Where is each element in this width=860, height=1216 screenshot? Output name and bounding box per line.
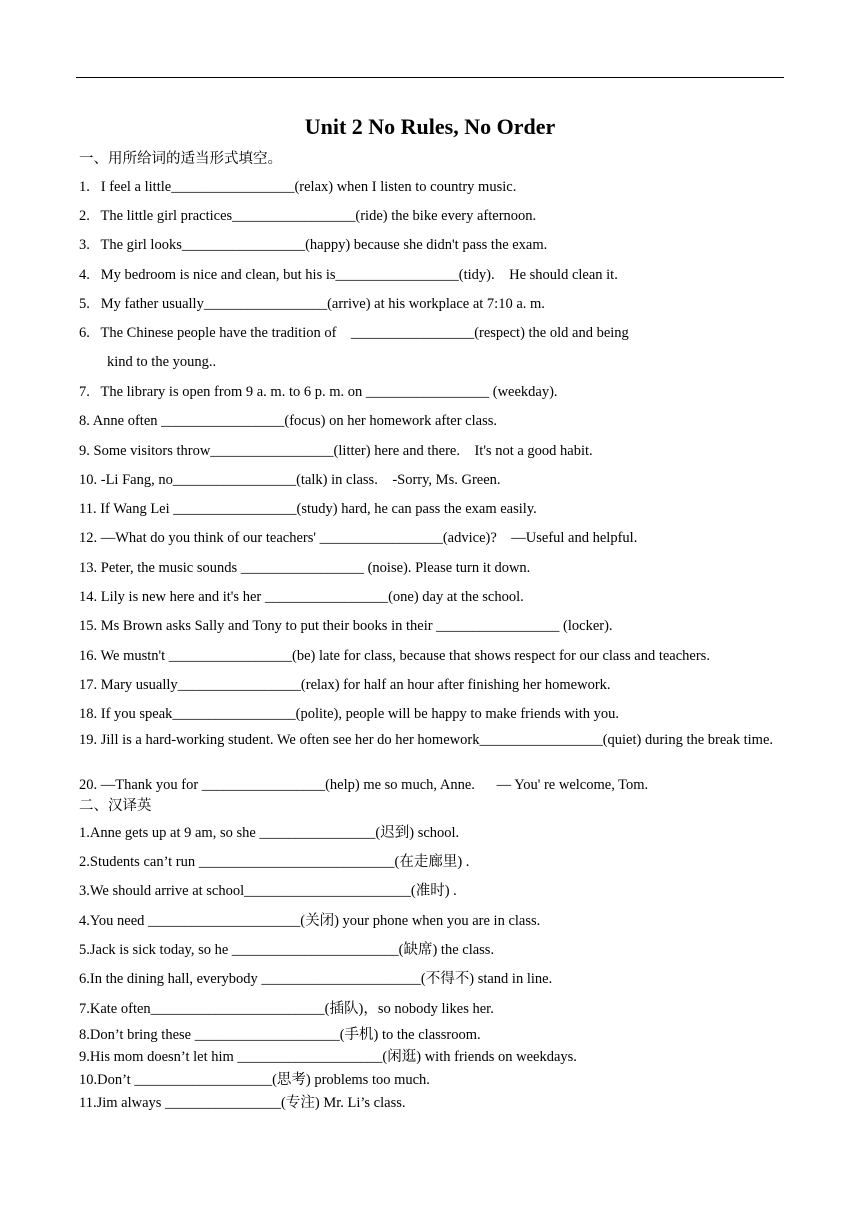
exercise-item-8: 8. Anne often _________________(focus) on her homework after class.: [79, 413, 497, 429]
section2-heading: 二、汉译英: [79, 798, 152, 814]
exercise-item-19: 19. Jill is a hard-working student. We often see her do her homework_________________(quiet) during the break time.: [79, 732, 774, 748]
exercise-item-12: 12. —What do you think of our teachers' _________________(advice)? —Useful and helpful.: [79, 530, 638, 546]
exercise-item-17: 17. Mary usually_________________(relax) for half an hour after finishing her homework.: [79, 677, 611, 693]
exercise-item-4: 4. My bedroom is nice and clean, but his is_________________(tidy). He should clean it.: [79, 267, 618, 283]
exercise-item-5: 5. My father usually_________________(arrive) at his workplace at 7:10 a. m.: [79, 296, 545, 312]
translation-item-5: 5.Jack is sick today, so he _______________________(缺席) the class.: [79, 942, 495, 958]
translation-item-2: 2.Students can’t run ___________________________(在走廊里) .: [79, 854, 470, 870]
exercise-item-11: 11. If Wang Lei _________________(study) hard, he can pass the exam easily.: [79, 501, 537, 517]
exercise-item-9: 9. Some visitors throw_________________(litter) here and there. It's not a good habit.: [79, 443, 593, 459]
exercise-item-18: 18. If you speak_________________(polite), people will be happy to make friends with you.: [79, 706, 620, 722]
exercise-item-3: 3. The girl looks_________________(happy) because she didn't pass the exam.: [79, 237, 548, 253]
exercise-item-20: 20. —Thank you for _________________(help) me so much, Anne. — You' re welcome, Tom.: [79, 777, 649, 793]
exercise-item-6-continued: kind to the young..: [107, 354, 217, 370]
translation-item-3: 3.We should arrive at school_______________________(准时) .: [79, 883, 457, 899]
exercise-item-15: 15. Ms Brown asks Sally and Tony to put their books in their _________________ (locker).: [79, 618, 613, 634]
exercise-item-10: 10. -Li Fang, no_________________(talk) in class. -Sorry, Ms. Green.: [79, 472, 501, 488]
header-rule: [76, 77, 784, 78]
page-title: Unit 2 No Rules, No Order: [304, 114, 556, 139]
exercise-item-14: 14. Lily is new here and it's her _________________(one) day at the school.: [79, 589, 524, 605]
exercise-item-1: 1. I feel a little_________________(relax) when I listen to country music.: [79, 179, 517, 195]
translation-item-4: 4.You need _____________________(关闭) your phone when you are in class.: [79, 913, 541, 929]
translation-item-9: 9.His mom doesn’t let him ____________________(闲逛) with friends on weekdays.: [79, 1049, 577, 1065]
translation-item-7: 7.Kate often________________________(插队)，so nobody likes her.: [79, 1001, 494, 1017]
translation-item-8: 8.Don’t bring these ____________________(手机) to the classroom.: [79, 1027, 481, 1043]
exercise-item-6: 6. The Chinese people have the tradition of _________________(respect) the old and being: [79, 325, 629, 341]
translation-item-1: 1.Anne gets up at 9 am, so she ________________(迟到) school.: [79, 825, 460, 841]
exercise-item-2: 2. The little girl practices_________________(ride) the bike every afternoon.: [79, 208, 537, 224]
exercise-item-16: 16. We mustn't _________________(be) late for class, because that shows respect for our class and teachers.: [79, 648, 710, 664]
translation-item-11: 11.Jim always ________________(专注) Mr. Li’s class.: [79, 1095, 406, 1111]
exercise-item-7: 7. The library is open from 9 a. m. to 6 p. m. on _________________ (weekday).: [79, 384, 558, 400]
translation-item-6: 6.In the dining hall, everybody ______________________(不得不) stand in line.: [79, 971, 553, 987]
section1-heading: 一、用所给词的适当形式填空。: [79, 151, 282, 167]
translation-item-10: 10.Don’t ___________________(思考) problems too much.: [79, 1072, 430, 1088]
exercise-item-13: 13. Peter, the music sounds _________________ (noise). Please turn it down.: [79, 560, 531, 576]
